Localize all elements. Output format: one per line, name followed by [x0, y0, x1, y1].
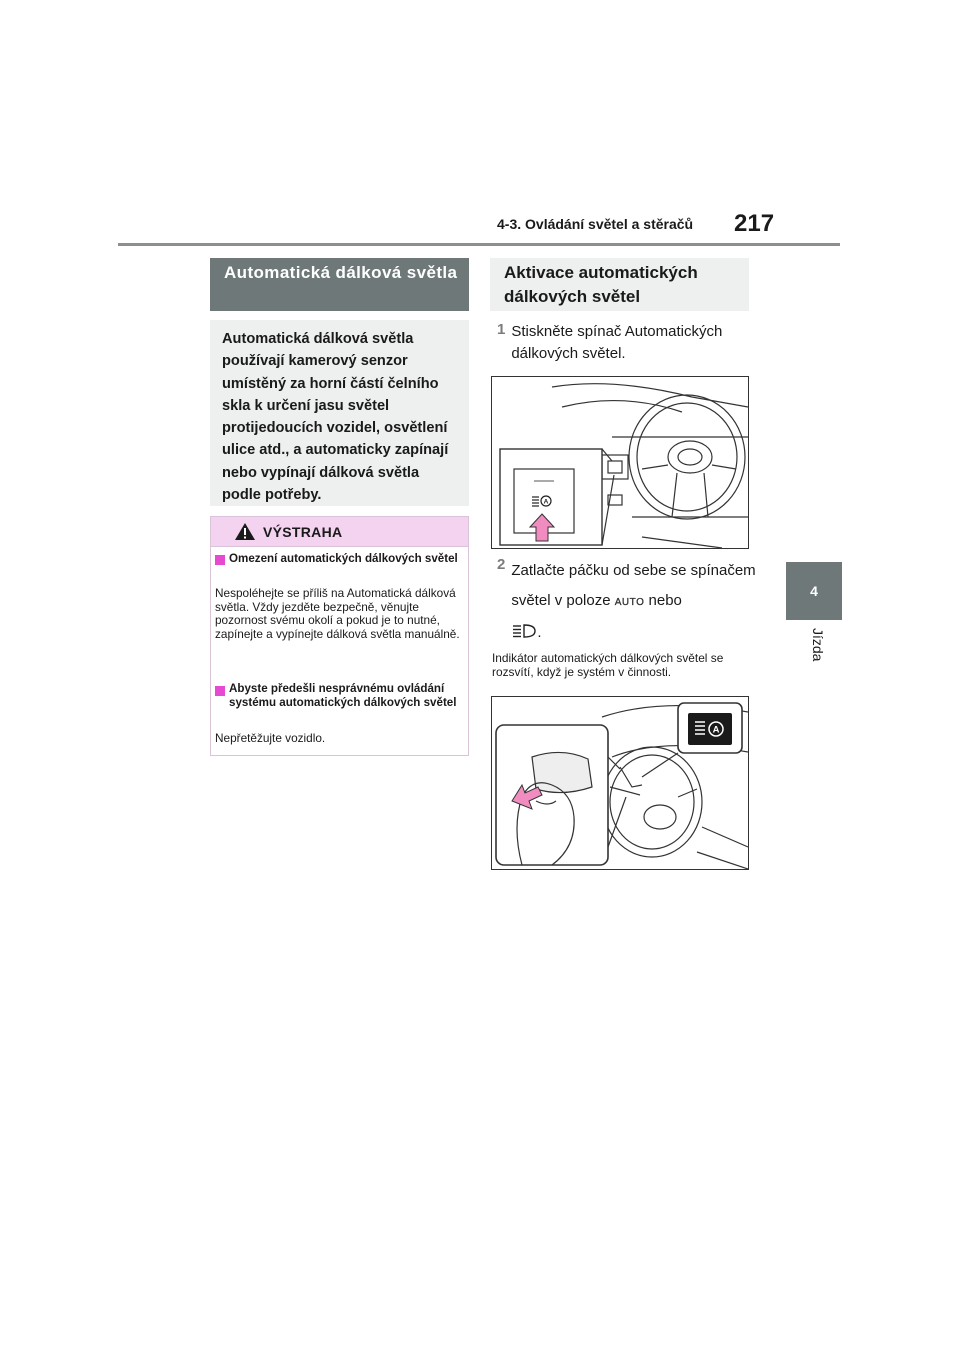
step-text-or: nebo: [648, 592, 682, 609]
intro-paragraph: Automatická dálková světla používají kamerový senzor umístěný za horní částí čelního skla k určení jasu světel protijedoucích vozidel, osvětlení ulice atd., a automaticky zapínají nebo vypínají dálková světla podle potřeby.: [210, 320, 469, 506]
step-1: [497, 321, 757, 365]
warning-title: VÝSTRAHA: [263, 524, 343, 540]
warning-item-text: Nespoléhejte se příliš na Automatická dálková světla. Vždy jezděte bezpečně, věnujte pozornost svému okolí a pokud je to nutné, zapínejte a vypínejte dálková světla manuálně.: [215, 586, 460, 641]
step-text: Stiskněte spínač Automatických dálkových světel.: [511, 323, 723, 362]
warning-triangle-icon: [234, 522, 256, 541]
warning-item-text: Nepřetěžujte vozidlo.: [215, 731, 326, 745]
switch-location-illustration: [492, 377, 748, 548]
warning-item-heading: Omezení automatických dálkových světel: [229, 552, 458, 565]
section-title: 4-3. Ovládání světel a stěračů: [497, 216, 694, 232]
warning-item-heading: Abyste předešli nesprávnému ovládání systému automatických dálkových světel: [229, 682, 457, 709]
left-section-heading: Automatická dálková světla: [210, 258, 469, 311]
step-text: Zatlačte páčku od sebe se spínačem světel v poloze: [511, 562, 756, 609]
warning-box: [210, 516, 469, 756]
indicator-note: Indikátor automatických dálkových světel se rozsvítí, když je systém v činnosti.: [492, 651, 724, 679]
svg-text:A: A: [543, 498, 549, 506]
step-number: 2: [497, 556, 506, 573]
switch-location-figure: [491, 376, 749, 549]
step-number: 1: [497, 321, 506, 338]
warning-header: [211, 517, 468, 547]
bullet-square: [215, 686, 225, 696]
right-section-heading: Aktivace automatických dálkových světel: [490, 258, 749, 311]
bullet-square: [215, 555, 225, 565]
svg-text:A: A: [712, 724, 720, 736]
lever-operation-figure: [491, 696, 749, 870]
step-2: [497, 556, 757, 648]
headlight-icon: [511, 623, 537, 639]
page-number: 217: [734, 210, 775, 237]
lever-operation-illustration: [492, 697, 748, 869]
auto-position-label: AUTO: [614, 597, 645, 608]
chapter-tab[interactable]: 4: [786, 562, 842, 620]
header-rule: [118, 243, 840, 246]
step-text-end: .: [537, 624, 542, 641]
chapter-name: Jízda: [810, 628, 826, 662]
